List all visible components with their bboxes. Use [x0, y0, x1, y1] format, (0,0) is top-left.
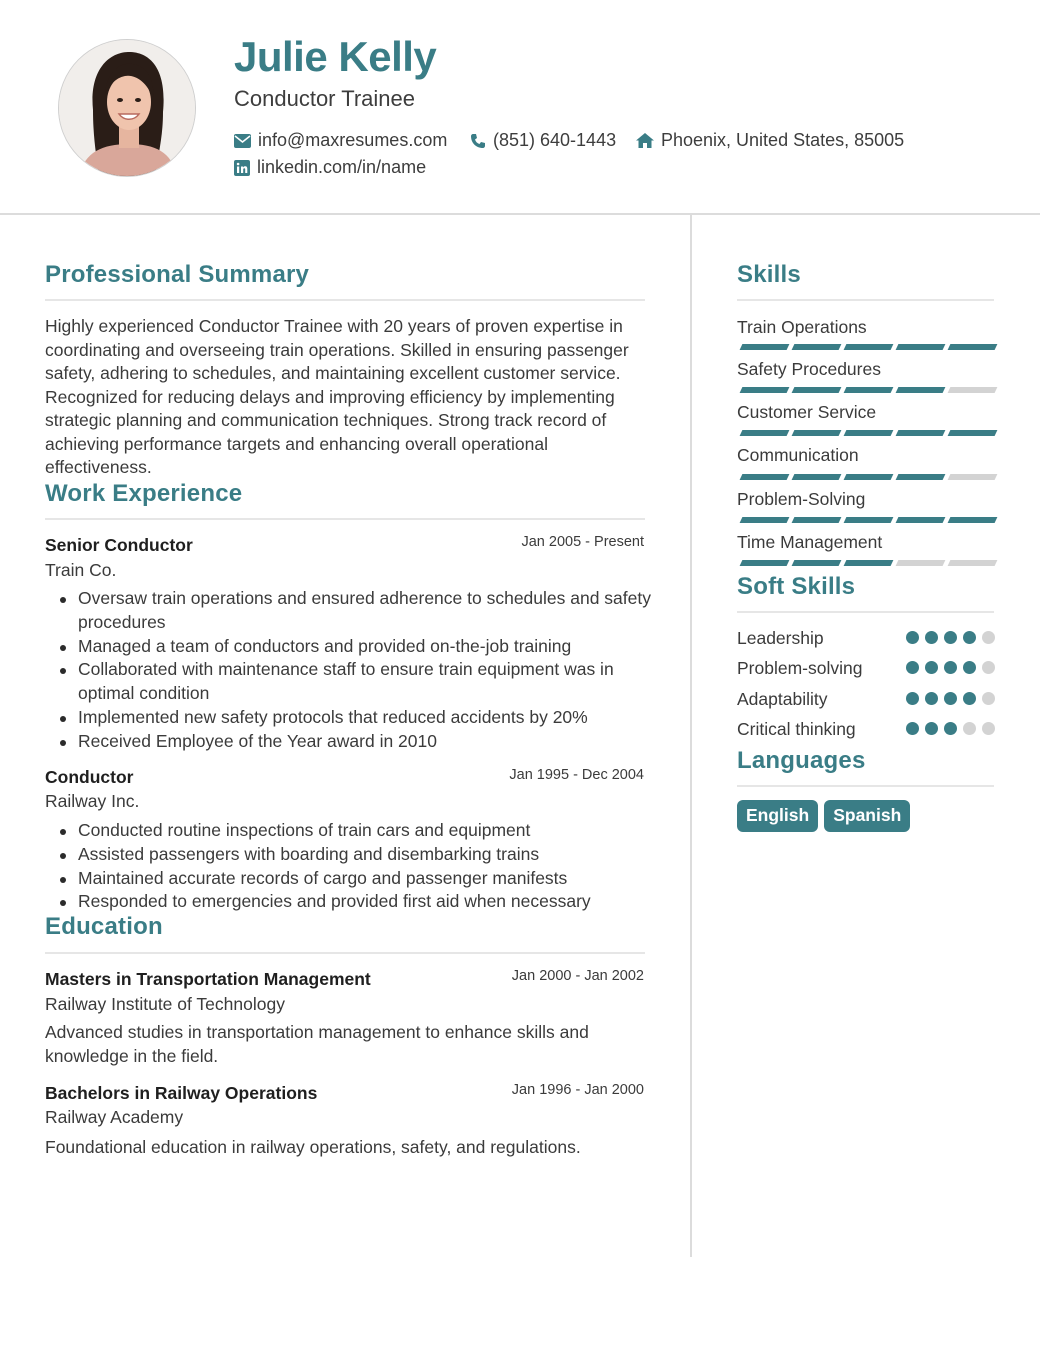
soft-skill-dot: [982, 722, 995, 735]
skill-level-bar: [741, 517, 996, 523]
profile-photo: [58, 39, 196, 177]
soft-skill-name: Critical thinking: [737, 719, 856, 739]
soft-skill-dot: [944, 661, 957, 674]
list-item: Received Employee of the Year award in 2010: [45, 730, 655, 754]
skill-level-segment: [740, 387, 790, 393]
languages-divider: [737, 785, 994, 787]
skill-level-segment: [844, 517, 894, 523]
soft-skills-divider: [737, 611, 994, 613]
job-bullets: [45, 587, 655, 754]
email-text: info@maxresumes.com: [258, 130, 448, 150]
skill-level-segment: [792, 560, 842, 566]
soft-skill-name: Leadership: [737, 628, 824, 648]
skill-name: Problem-Solving: [737, 489, 866, 509]
skill-level-segment: [896, 560, 946, 566]
skill-level-segment: [896, 387, 946, 393]
skill-level-segment: [740, 474, 790, 480]
candidate-name: Julie Kelly: [234, 33, 437, 80]
education-heading: Education: [45, 913, 163, 940]
skill-level-bar: [741, 430, 996, 436]
soft-skill-dots: [906, 692, 995, 705]
soft-skill-dot: [963, 631, 976, 644]
location-text: Phoenix, United States, 85005: [661, 130, 905, 150]
soft-skill-dot: [982, 692, 995, 705]
list-item: Maintained accurate records of cargo and passenger manifests: [45, 867, 655, 891]
soft-skill-dot: [944, 631, 957, 644]
list-item: Managed a team of conductors and provided on-the-job training: [45, 635, 655, 659]
skill-level-segment: [896, 344, 946, 350]
skill-level-segment: [844, 560, 894, 566]
home-icon: [636, 133, 654, 148]
skill-name: Train Operations: [737, 317, 867, 337]
job-company: Railway Inc.: [45, 791, 140, 811]
soft-skill-dot: [906, 661, 919, 674]
soft-skill-dot: [925, 722, 938, 735]
soft-skill-dot: [925, 692, 938, 705]
skill-level-segment: [792, 430, 842, 436]
skill-level-bar: [741, 560, 996, 566]
degree-title: Masters in Transportation Management: [45, 969, 371, 989]
degree-title: Bachelors in Railway Operations: [45, 1083, 318, 1103]
list-item: Collaborated with maintenance staff to ensure train equipment was in optimal condition: [45, 658, 655, 706]
skill-level-segment: [844, 344, 894, 350]
job-company: Train Co.: [45, 560, 117, 580]
skill-level-bar: [741, 344, 996, 350]
skill-level-segment: [948, 430, 998, 436]
job-dates: Jan 1995 - Dec 2004: [509, 767, 644, 783]
skill-level-bar: [741, 387, 996, 393]
skill-name: Customer Service: [737, 402, 877, 422]
summary-divider: [45, 299, 645, 301]
soft-skill-dot: [963, 661, 976, 674]
summary-heading: Professional Summary: [45, 261, 310, 288]
soft-skill-dot: [963, 692, 976, 705]
school-name: Railway Academy: [45, 1107, 184, 1127]
soft-skill-dot: [906, 722, 919, 735]
job-bullets: [45, 819, 655, 914]
skill-name: Safety Procedures: [737, 359, 881, 379]
soft-skill-dot: [944, 692, 957, 705]
resume-header: [0, 0, 1040, 215]
skill-level-segment: [948, 474, 998, 480]
education-dates: Jan 2000 - Jan 2002: [511, 968, 644, 984]
list-item: Assisted passengers with boarding and disembarking trains: [45, 843, 655, 867]
skill-level-segment: [740, 344, 790, 350]
job-title: Senior Conductor: [45, 535, 193, 555]
skill-name: Communication: [737, 445, 859, 465]
phone-text: (851) 640-1443: [493, 130, 617, 150]
contact-email[interactable]: [234, 130, 447, 151]
skill-level-bar: [741, 474, 996, 480]
soft-skill-name: Adaptability: [737, 689, 828, 709]
soft-skill-dot: [944, 722, 957, 735]
list-item: Responded to emergencies and provided first aid when necessary: [45, 890, 655, 914]
skill-level-segment: [792, 474, 842, 480]
job-title: Conductor: [45, 767, 134, 787]
list-item: Conducted routine inspections of train cars and equipment: [45, 819, 655, 843]
skill-level-segment: [792, 517, 842, 523]
soft-skill-dot: [906, 631, 919, 644]
education-dates: Jan 1996 - Jan 2000: [511, 1082, 644, 1098]
skill-level-segment: [740, 430, 790, 436]
skill-level-segment: [948, 387, 998, 393]
skill-level-segment: [844, 474, 894, 480]
skill-name: Time Management: [737, 532, 883, 552]
soft-skill-dot: [982, 631, 995, 644]
linkedin-text: linkedin.com/in/name: [257, 157, 427, 177]
education-divider: [45, 952, 645, 954]
job-dates: Jan 2005 - Present: [521, 534, 644, 550]
soft-skill-name: Problem-solving: [737, 658, 863, 678]
soft-skill-dot: [906, 692, 919, 705]
soft-skill-dots: [906, 722, 995, 735]
soft-skill-dot: [925, 631, 938, 644]
soft-skill-dot: [925, 661, 938, 674]
phone-icon: [470, 133, 486, 149]
school-name: Railway Institute of Technology: [45, 994, 285, 1014]
experience-divider: [45, 518, 645, 520]
language-tag: Spanish: [824, 800, 910, 832]
skill-level-segment: [948, 560, 998, 566]
soft-skills-heading: Soft Skills: [737, 573, 856, 600]
soft-skill-dots: [906, 661, 995, 674]
skill-level-segment: [948, 344, 998, 350]
summary-text: Highly experienced Conductor Trainee with 20 years of proven expertise in coordinating and overseeing train operations. Skilled in ensuring passenger safety, adhering to schedules, and maintaining excellent customer service. Recognized for reducing delays and improving efficiency by implementing strategic planning and communication techniques. Strong track record of achieving performance targets and enhancing overall operational effectiveness.: [45, 316, 629, 477]
skill-level-segment: [896, 517, 946, 523]
skill-level-segment: [896, 474, 946, 480]
envelope-icon: [234, 134, 251, 148]
education-description: Advanced studies in transportation management to enhance skills and knowledge in the field.: [45, 1022, 589, 1066]
list-item: Implemented new safety protocols that reduced accidents by 20%: [45, 706, 655, 730]
candidate-title: Conductor Trainee: [234, 86, 415, 111]
language-tag: English: [737, 800, 818, 832]
column-divider: [690, 215, 692, 1257]
soft-skill-dots: [906, 631, 995, 644]
skill-level-segment: [844, 387, 894, 393]
skill-level-segment: [740, 560, 790, 566]
skills-heading: Skills: [737, 261, 801, 288]
soft-skill-dot: [963, 722, 976, 735]
languages-list: [737, 800, 910, 832]
contact-linkedin[interactable]: [234, 157, 426, 178]
languages-heading: Languages: [737, 747, 866, 774]
linkedin-icon: [234, 160, 250, 176]
soft-skill-dot: [982, 661, 995, 674]
skill-level-segment: [844, 430, 894, 436]
skill-level-segment: [792, 387, 842, 393]
skill-level-segment: [792, 344, 842, 350]
skill-level-segment: [740, 517, 790, 523]
experience-heading: Work Experience: [45, 480, 243, 507]
contact-location: [636, 130, 904, 151]
skill-level-segment: [948, 517, 998, 523]
contact-phone[interactable]: [470, 130, 616, 151]
list-item: Oversaw train operations and ensured adherence to schedules and safety procedures: [45, 587, 655, 635]
skill-level-segment: [896, 430, 946, 436]
skills-divider: [737, 299, 994, 301]
education-description: Foundational education in railway operations, safety, and regulations.: [45, 1137, 581, 1157]
